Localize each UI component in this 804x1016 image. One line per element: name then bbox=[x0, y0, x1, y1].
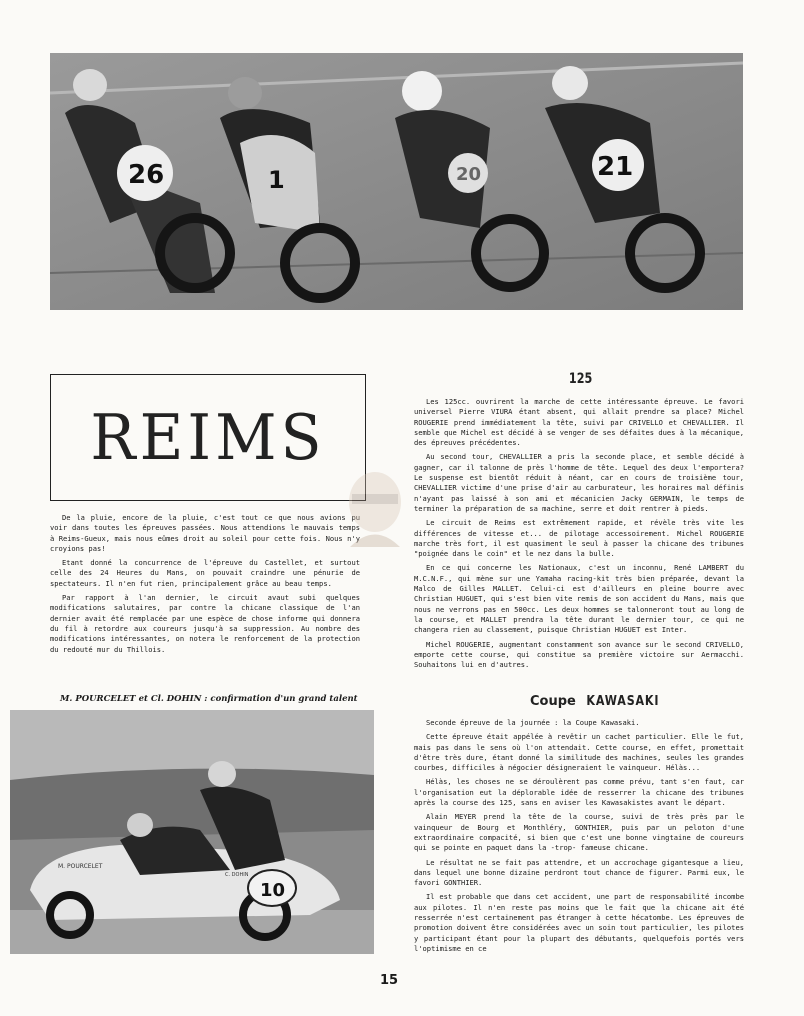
paragraph: Michel ROUGERIE, augmentant constamment son avance sur le second CRIVELLO, emporte cette course, qui constitue sa première victoire sur Aermacchi. Souhaitons lui en d'autres. bbox=[414, 639, 744, 670]
rider-number-26: 26 bbox=[128, 160, 165, 190]
paragraph: Il est probable que dans cet accident, une part de responsabilité incombe aux pilotes. Il n'en reste pas moins que le fait que la chicane ait été resserrée n'est certainement pas étranger à cette hécatombe. Les épreuves de promotion doivent être considérées avec un soin tout particulier, les pilotes y participant étant pour la plupart des débutants, quelquefois portés vers l'optimisme en ce bbox=[414, 892, 744, 953]
section-kawasaki-text bbox=[414, 718, 744, 958]
sidecar-photo bbox=[10, 710, 374, 954]
paragraph: Le circuit de Reims est extrêmement rapide, et révèle très vite les différences de vitesse et... de pilotage accessoirement. Michel ROUGERIE marche très fort, il est quasiment le seul à passer la chicane des tribunes "poignée dans le coin" et le nez dans la bulle. bbox=[414, 518, 744, 559]
sidecar-plate-name: M. POURCELET bbox=[58, 863, 103, 870]
rider-number-1: 1 bbox=[268, 166, 285, 194]
watermark-portrait bbox=[330, 462, 420, 552]
section-125-text bbox=[414, 397, 744, 674]
heading-prefix: Coupe bbox=[530, 694, 576, 709]
photo-caption: M. POURCELET et Cl. DOHIN : confirmation d'un grand talent bbox=[60, 694, 358, 704]
rider-number-21: 21 bbox=[597, 152, 634, 182]
paragraph: Alain MEYER prend la tête de la course, suivi de très près par le vainqueur de Bourg et Monthléry, GONTHIER, puis par un peloton d'une extraordinaire compacité, si bien que c'est une bonne vingtaine de coureurs qui se pointe en paquet dans la -trop- fameuse chicane. bbox=[414, 812, 744, 853]
page-number: 15 bbox=[380, 973, 399, 988]
paragraph: De la pluie, encore de la pluie, c'est tout ce que nous avions pu voir dans toutes les épreuves passées. Nous attendions le mauvais temps à Reims-Gueux, mais nous eûmes droit au soleil pour cette fois. Nous n'y croyions pas! bbox=[50, 513, 360, 553]
racers-illustration bbox=[50, 53, 743, 310]
paragraph: Par rapport à l'an dernier, le circuit avaut subi quelques modifications salutaires, par contre la chicane classique de l'an dernier avait été remplacée par une espèce de chose informe qui donnera du fil à retordre aux coureurs jusqu'à sa suppression. Au nombre des modifications intéressantes, on notera le renforcement de la protection du redouté mur du Thillois. bbox=[50, 593, 360, 654]
paragraph: Les 125cc. ouvrirent la marche de cette intéressante épreuve. Le favori universel Pierre VIURA étant absent, qui allait prendre sa place? Michel ROUGERIE prend immédiatement la tête, suivi par CRIVELLO et CHEVALLIER. Il semble que Michel est décidé à se venger de ses défaites dues à la mécanique, des épreuves précédentes. bbox=[414, 397, 744, 448]
section-heading-kawasaki bbox=[530, 694, 666, 709]
paragraph: Seconde épreuve de la journée : la Coupe Kawasaki. bbox=[426, 718, 640, 727]
paragraph: Hélàs, les choses ne se déroulèrent pas comme prévu, tant s'en faut, car l'organisation eut la déplorable idée de resserrer la chicane des tribunes après la course des 125, sans en aviser les Kawasakistes avant le départ. bbox=[414, 777, 744, 808]
sidecar-plate-name-2: C. DOHIN bbox=[225, 872, 249, 878]
paragraph: Cette épreuve était appélée à revêtir un cachet particulier. Elle le fut, mais pas dans le sens où l'on attendait. Cette course, en effet, promettait d'être très dure, étant donné la similitude des machines, seules les grandes courbes, difficiles à négocier désigneraient le vainqueur. Hélàs... bbox=[414, 732, 744, 773]
paragraph: Au second tour, CHEVALLIER a pris la seconde place, et semble décidé à gagner, car il talonne de près l'homme de tête. Lequel des deux l'emportera? Le suspense est bientôt réduit à néant, car en cours de troisième tour, CHEVALLIER victime d'une prise d'air au carburateur, les horaires mal définis n'ayant pas laissé à son ami et mécanicien Jacky GERMAIN, le temps de terminer la préparation de sa machine, serre et doit rentrer à pieds. bbox=[414, 452, 744, 513]
page-title: REIMS bbox=[90, 400, 326, 475]
title-box bbox=[50, 374, 366, 501]
top-race-photo bbox=[50, 53, 743, 310]
sidecar-number: 10 bbox=[260, 880, 286, 901]
section-heading-125: 125 bbox=[568, 371, 593, 387]
heading-main: KAWASAKI bbox=[586, 694, 660, 709]
paragraph: Le résultat ne se fait pas attendre, et un accrochage gigantesque a lieu, dans lequel une bonne dizaine perdront tout chance de figurer. Parmi eux, le favori GONTHIER. bbox=[414, 857, 744, 888]
sidecar-illustration bbox=[10, 710, 374, 954]
rider-number-20: 20 bbox=[456, 164, 482, 185]
paragraph: En ce qui concerne les Nationaux, c'est un inconnu, René LAMBERT du M.C.N.F., qui mène sur une Yamaha racing-kit très bien préparée, devant la Malco de Gilles MALLET. Celui-ci est d'ailleurs en pleine bourre avec Christian HUGUET, qui s'est bien vite remis de son accident du Mans, mais que nous ne verrons pas en 500cc. Les deux hommes se talonneront tout au long de la course, et MALLET prendra la tête durant le dernier tour, ce qui ne changera rien au classement, puisque Christian HUGUET est Inter. bbox=[414, 563, 744, 635]
paragraph: Etant donné la concurrence de l'épreuve du Castellet, et surtout celle des 24 Heures du Mans, on pouvait craindre une pénurie de spectateurs. Il n'en fut rien, principalement grâce au beau temps. bbox=[50, 558, 360, 588]
left-column-text bbox=[50, 513, 360, 659]
